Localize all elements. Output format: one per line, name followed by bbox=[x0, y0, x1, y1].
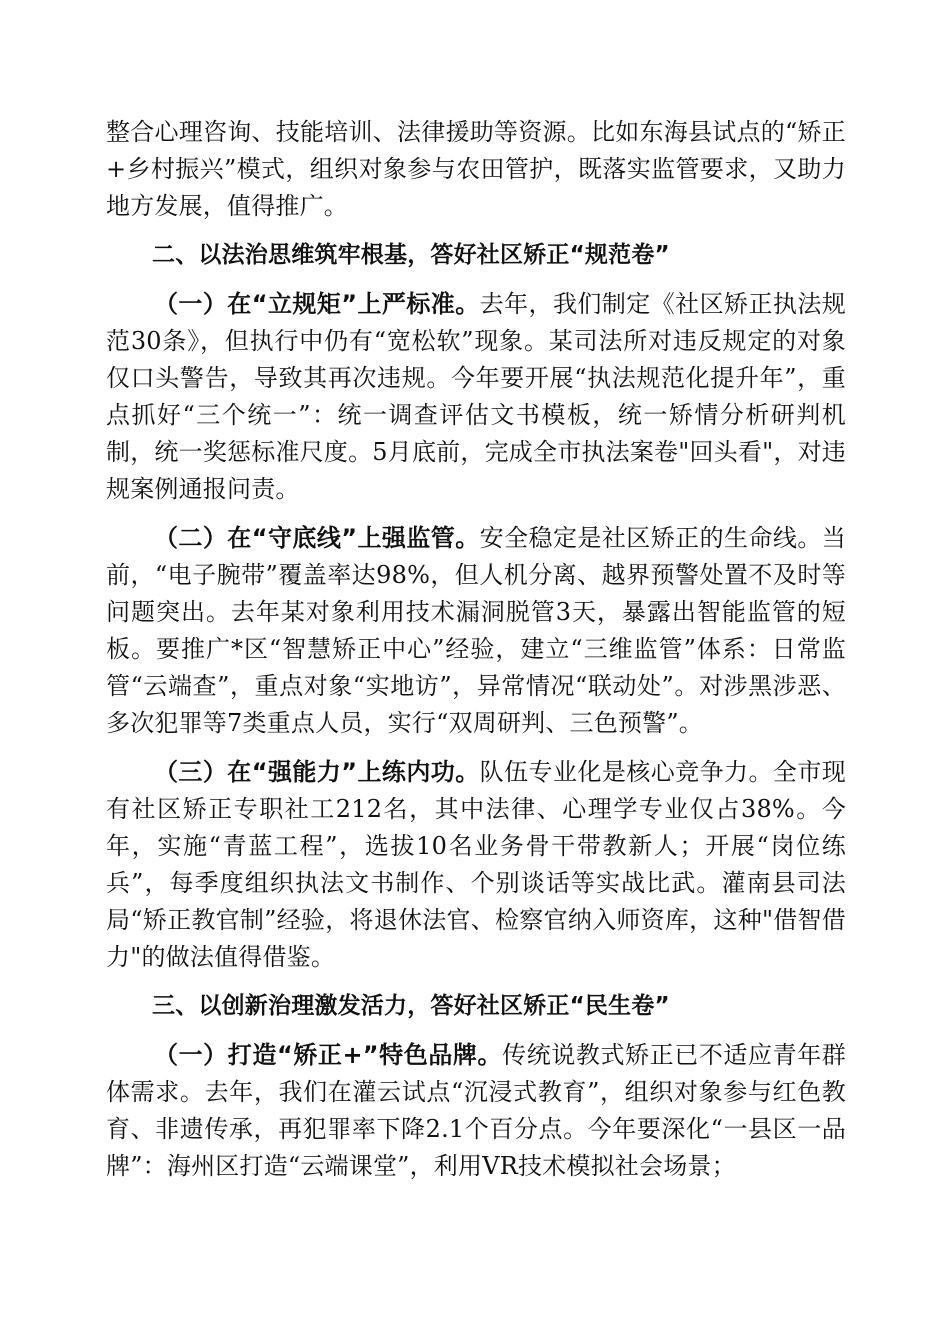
paragraph-continuation: 整合心理咨询、技能培训、法律援助等资源。比如东海县试点的“矫正+乡村振兴”模式，组织对象参与农田管护，既落实监管要求，又助力地方发展，值得推广。 bbox=[106, 118, 846, 220]
section-heading-3: 三、以创新治理激发活力，答好社区矫正“民生卷” bbox=[152, 993, 670, 1019]
paragraph-2-3 bbox=[106, 754, 846, 976]
paragraph-2-3-body: 队伍专业化是核心竞争力。全市现有社区矫正专职社工212名，其中法律、心理学专业仅占38%。今年，实施“青蓝工程”，选拔10名业务骨干带教新人；开展“岗位练兵”，每季度组织执法文书制作、个别谈话等实战比武。灌南县司法局“矫正教官制”经验，将退休法官、检察官纳入师资库，这种"借智借力"的做法值得借鉴。 bbox=[106, 758, 846, 971]
paragraph-2-2-lead: （二）在“守底线”上强监管。 bbox=[154, 524, 480, 552]
paragraph-3-1-body: 传统说教式矫正已不适应青年群体需求。去年，我们在灌云试点“沉浸式教育”，组织对象参与红色教育、非遗传承，再犯罪率下降2.1个百分点。今年要深化“一县区一品牌”：海州区打造“云端课堂”，利用VR技术模拟社会场景； bbox=[106, 1041, 846, 1180]
section-heading-2: 二、以法治思维筑牢根基，答好社区矫正“规范卷” bbox=[152, 242, 670, 268]
paragraph-3-1-lead: （一）打造“矫正+”特色品牌。 bbox=[154, 1041, 503, 1069]
paragraph-2-1-body: 去年，我们制定《社区矫正执法规范30条》，但执行中仍有“宽松软”现象。某司法所对违反规定的对象仅口头警告，导致其再次违规。今年要开展“执法规范化提升年”，重点抓好“三个统一”：统一调查评估文书模板，统一矫情分析研判机制，统一奖惩标准尺度。5月底前，完成全市执法案卷"回头看"，对违规案例通报问责。 bbox=[106, 290, 846, 503]
paragraph-2-2-body: 安全稳定是社区矫正的生命线。当前，“电子腕带”覆盖率达98%，但人机分离、越界预警处置不及时等问题突出。去年某对象利用技术漏洞脱管3天，暴露出智能监管的短板。要推广*区“智慧矫正中心”经验，建立“三维监管”体系：日常监管“云端查”，重点对象“实地访”，异常情况“联动处”。对涉黑涉恶、多次犯罪等7类重点人员，实行“双周研判、三色预警”。 bbox=[106, 524, 846, 737]
paragraph-3-1 bbox=[106, 1037, 846, 1185]
paragraph-2-2 bbox=[106, 520, 846, 742]
paragraph-2-3-lead: （三）在“强能力”上练内功。 bbox=[154, 758, 480, 786]
paragraph-2-1 bbox=[106, 286, 846, 508]
paragraph-2-1-lead: （一）在“立规矩”上严标准。 bbox=[154, 290, 480, 318]
document-body bbox=[106, 114, 846, 1197]
